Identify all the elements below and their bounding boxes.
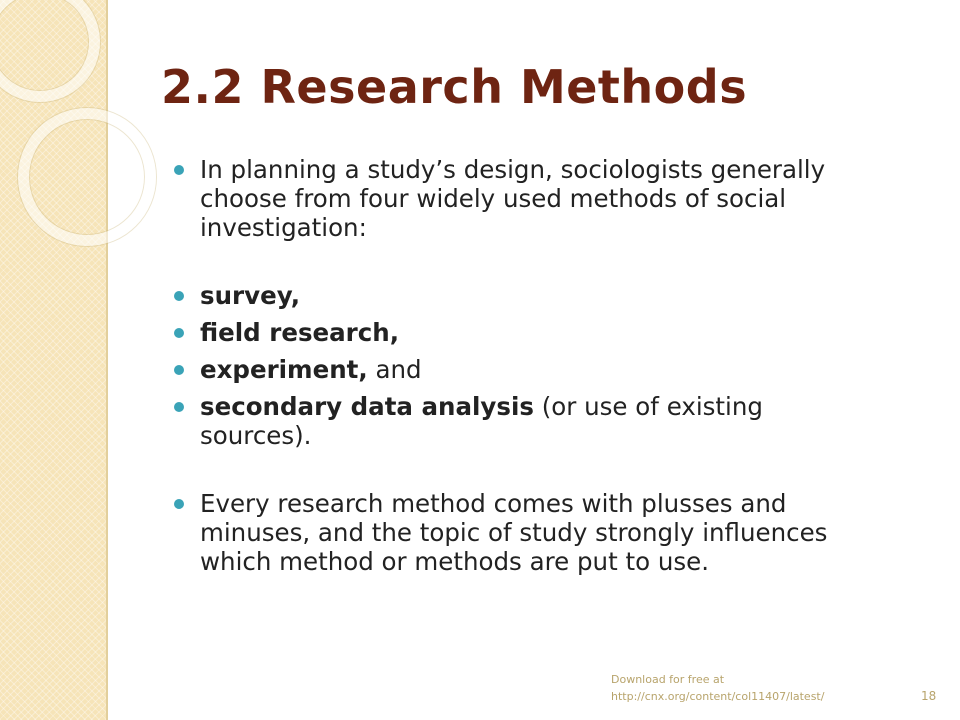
decorative-ring-top bbox=[0, 0, 100, 102]
bullet-bold-text: experiment, bbox=[200, 355, 368, 384]
bullet-dot-icon bbox=[174, 499, 184, 509]
slide-title: 2.2 Research Methods bbox=[161, 60, 748, 114]
bullet-dot-icon bbox=[174, 365, 184, 375]
bullet-experiment bbox=[166, 355, 856, 384]
page-number: 18 bbox=[921, 689, 937, 703]
bullet-rest-text: and bbox=[367, 355, 422, 384]
bullet-dot-icon bbox=[174, 402, 184, 412]
bullet-bold-text: survey, bbox=[200, 281, 301, 310]
bullet-dot-icon bbox=[174, 165, 184, 175]
footer-line-1: Download for free at bbox=[611, 673, 725, 686]
decorative-sidebar bbox=[0, 0, 108, 720]
bullet-survey bbox=[166, 281, 856, 310]
bullet-dot-icon bbox=[174, 291, 184, 301]
bullet-text: Every research method comes with plusses and minuses, and the topic of study strongly influences which method or methods are put to use. bbox=[200, 489, 828, 576]
footer-url: http://cnx.org/content/col11407/latest/ bbox=[611, 690, 825, 703]
decorative-ring-middle bbox=[18, 108, 156, 246]
bullet-rest-text: (or use of existing sources). bbox=[200, 392, 763, 450]
bullet-field-research bbox=[166, 318, 856, 347]
bullet-list bbox=[166, 155, 856, 576]
bullet-intro bbox=[166, 155, 856, 242]
bullet-secondary-data-analysis bbox=[166, 392, 856, 450]
bullet-dot-icon bbox=[174, 328, 184, 338]
bullet-text: In planning a study’s design, sociologists generally choose from four widely used methods of social investigation: bbox=[200, 155, 826, 242]
bullet-conclusion bbox=[166, 489, 856, 576]
bullet-bold-text: secondary data analysis bbox=[200, 392, 534, 421]
bullet-bold-text: field research, bbox=[200, 318, 400, 347]
source-footer bbox=[611, 671, 824, 705]
